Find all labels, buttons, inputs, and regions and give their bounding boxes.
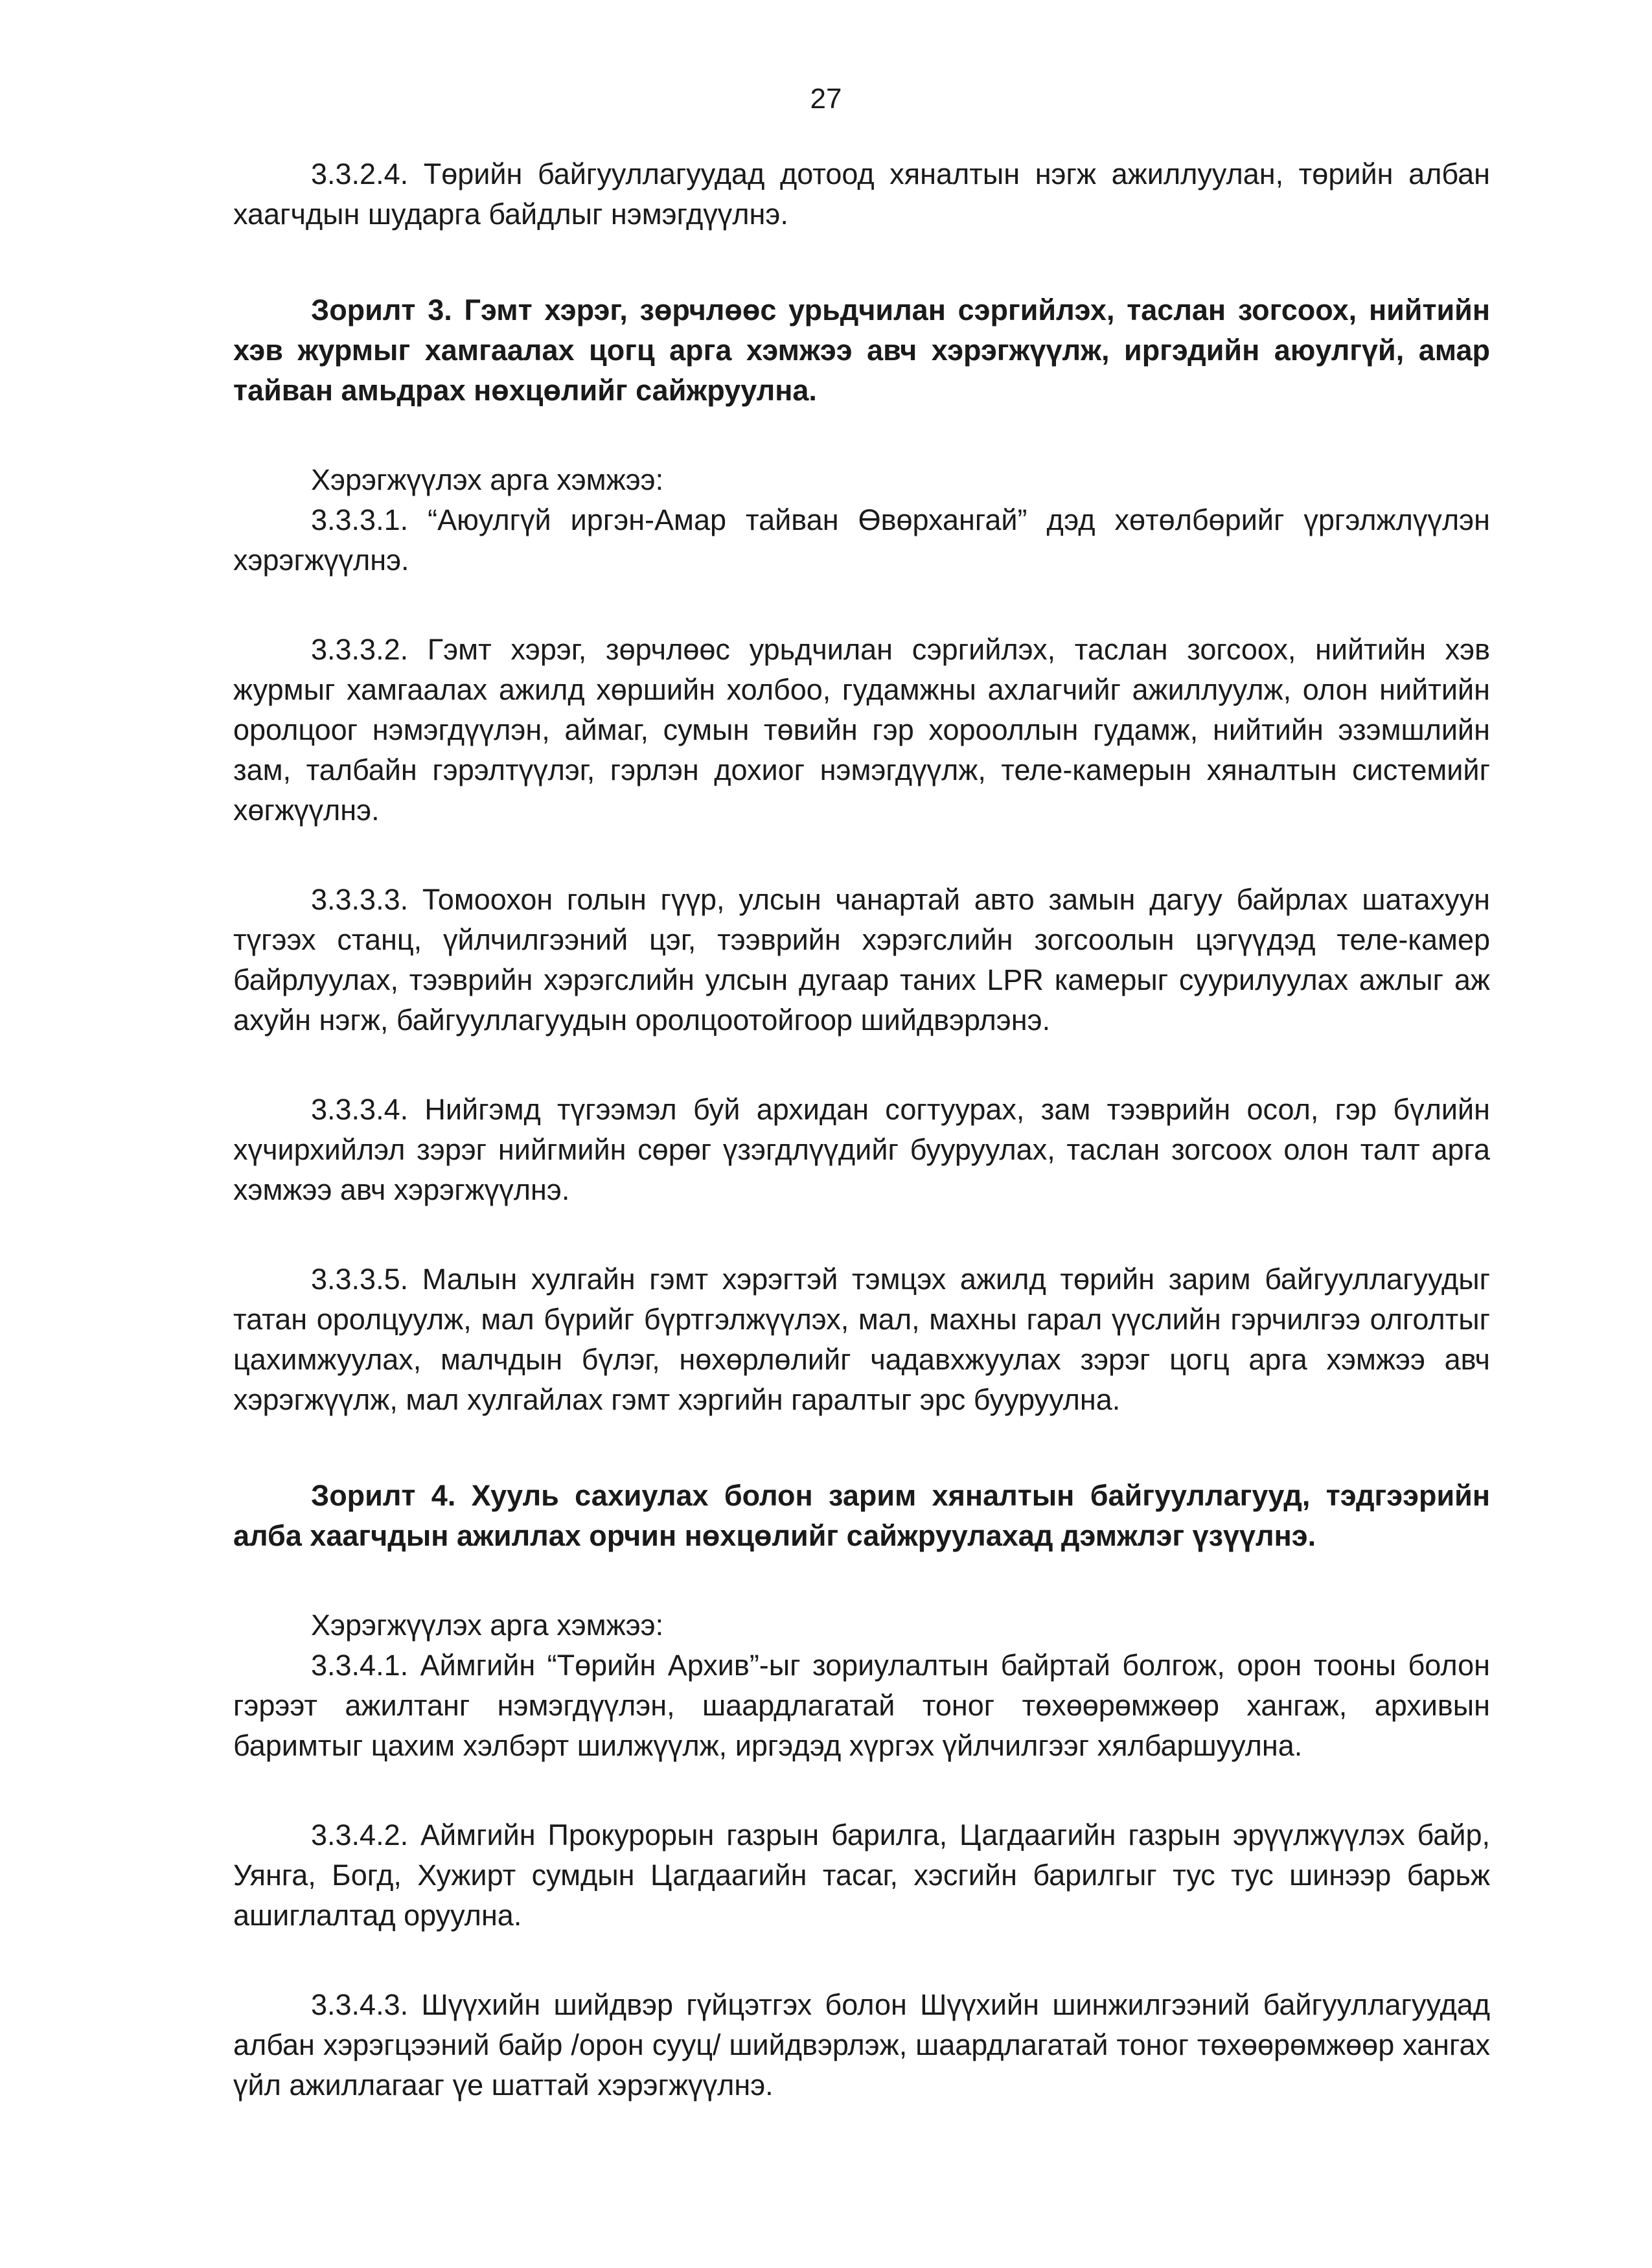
paragraph-3-3-3-3: 3.3.3.3. Томоохон голын гүүр, улсын чанартай авто замын дагуу байрлах шатахуун түгээх станц, үйлчилгээний цэг, тээврийн хэрэгслийн зогсоолын цэгүүдэд теле-камер байрлуулах, тээврийн хэрэгслийн улсын дугаар таних LPR камерыг суурилуулах ажлыг аж ахуйн нэгж, байгууллагуудын оролцоотойгоор шийдвэрлэнэ. — [233, 883, 1490, 1037]
measures-heading-4: Хэрэгжүүлэх арга хэмжээ: — [311, 1609, 664, 1642]
page-content — [233, 154, 1490, 2105]
goal-4-heading: Зорилт 4. Хууль сахиулах болон зарим хяналтын байгууллагууд, тэдгээрийн алба хаагчдын ажиллах орчин нөхцөлийг сайжруулахад дэмжлэг үзүүлнэ. — [233, 1479, 1490, 1552]
paragraph-3-3-3-2: 3.3.3.2. Гэмт хэрэг, зөрчлөөс урьдчилан сэргийлэх, таслан зогсоох, нийтийн хэв журмыг хамгаалах ажилд хөршийн холбоо, гудамжны ахлагчийг ажиллуулж, олон нийтийн оролцоог нэмэгдүүлэн, аймаг, сумын төвийн гэр хорооллын гудамж, нийтийн эзэмшлийн зам, талбайн гэрэлтүүлэг, гэрлэн дохиог нэмэгдүүлж, теле-камерын хяналтын системийг хөгжүүлнэ. — [233, 633, 1490, 827]
paragraph-3-3-4-2: 3.3.4.2. Аймгийн Прокурорын газрын барилга, Цагдаагийн газрын эрүүлжүүлэх байр, Уянга, Богд, Хужирт сумдын Цагдаагийн тасаг, хэсгийн барилгыг тус тус шинээр барьж ашиглалтад оруулна. — [233, 1818, 1490, 1932]
paragraph-3-3-3-1: 3.3.3.1. “Аюулгүй иргэн-Амар тайван Өвөрхангай” дэд хөтөлбөрийг үргэлжлүүлэн хэрэгжүүлнэ. — [233, 503, 1490, 577]
paragraph-3-3-3-4: 3.3.3.4. Нийгэмд түгээмэл буй архидан согтуурах, зам тээврийн осол, гэр бүлийн хүчирхийлэл зэрэг нийгмийн сөрөг үзэгдлүүдийг бууруулах, таслан зогсоох олон талт арга хэмжээ авч хэрэгжүүлнэ. — [233, 1093, 1490, 1206]
paragraph-3-3-4-3: 3.3.4.3. Шүүхийн шийдвэр гүйцэтгэх болон Шүүхийн шинжилгээний байгууллагуудад албан хэрэгцээний байр /орон сууц/ шийдвэрлэж, шаардлагатай тоног төхөөрөмжөөр хангах үйл ажиллагааг үе шаттай хэрэгжүүлнэ. — [233, 1988, 1490, 2102]
goal-3-heading: Зорилт 3. Гэмт хэрэг, зөрчлөөс урьдчилан сэргийлэх, таслан зогсоох, нийтийн хэв журмыг хамгаалах цогц арга хэмжээ авч хэрэгжүүлж, иргэдийн аюулгүй, амар тайван амьдрах нөхцөлийг сайжруулна. — [233, 293, 1490, 407]
paragraph-3-3-4-1: 3.3.4.1. Аймгийн “Төрийн Архив”-ыг зориулалтын байртай болгож, орон тооны болон гэрээт ажилтанг нэмэгдүүлэн, шаардлагатай тоног төхөөрөмжөөр хангаж, архивын баримтыг цахим хэлбэрт шилжүүлж, иргэдэд хүргэх үйлчилгээг хялбаршуулна. — [233, 1649, 1490, 1762]
paragraph-3-3-3-5: 3.3.3.5. Малын хулгайн гэмт хэрэгтэй тэмцэх ажилд төрийн зарим байгууллагуудыг татан оролцуулж, мал бүрийг бүртгэлжүүлэх, мал, махны гарал үүслийн гэрчилгээ олголтыг цахимжуулах, малчдын бүлэг, нөхөрлөлийг чадавхжуулах зэрэг цогц арга хэмжээ авч хэрэгжүүлж, мал хулгайлах гэмт хэргийн гаралтыг эрс бууруулна. — [233, 1263, 1490, 1416]
page-number: 27 — [810, 83, 842, 115]
measures-heading-3: Хэрэгжүүлэх арга хэмжээ: — [311, 463, 664, 496]
paragraph-3-3-2-4: 3.3.2.4. Төрийн байгууллагуудад дотоод хяналтын нэгж ажиллуулан, төрийн албан хаагчдын шударга байдлыг нэмэгдүүлнэ. — [233, 157, 1490, 231]
